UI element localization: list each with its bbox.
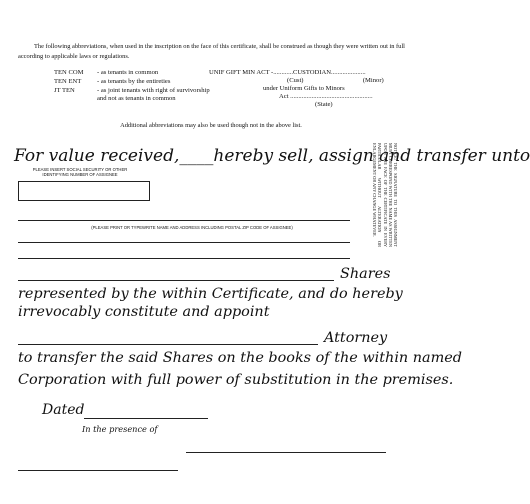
signature-line[interactable]: [186, 452, 386, 453]
unif-gift-label: (State): [315, 101, 333, 108]
assignee-address-line[interactable]: [18, 258, 350, 259]
unif-gift-line: under Uniform Gifts to Minors: [263, 85, 345, 92]
signature-notice: NOTICE: THE SIGNATURE TO THIS ASSIGNMENT MUST CORRESPOND WITH THE NAME AS WRITTEN UPON THE FACE OF THE CERTIFICATE IN EVERY PARTICULAR WITHOUT ALTERATION OR ENLARGEMENT OR ANY CHANGE WHATEVER.: [372, 143, 398, 247]
abbr-code: TEN COM: [54, 69, 84, 76]
shares-count-line[interactable]: [18, 280, 334, 281]
intro-paragraph: The following abbreviations, when used in the inscription on the face of this certificate, shall be construed as though they were written out in full according to applicable laws or regulations.: [18, 43, 405, 60]
witness-line[interactable]: [18, 470, 178, 471]
transfer-line-1: to transfer the said Shares on the books of the within named: [18, 350, 462, 366]
unif-gift-line: UNIF GIFT MIN ACT -............CUSTODIAN.....................: [209, 69, 366, 76]
assignee-name-line[interactable]: [18, 220, 350, 221]
additional-abbreviations-note: Additional abbreviations may also be used though not in the above list.: [120, 122, 302, 129]
date-line[interactable]: [84, 418, 208, 419]
name-address-instruction: (PLEASE PRINT OR TYPEWRITE NAME AND ADDRESS INCLUDING POSTAL ZIP CODE OF ASSIGNEE): [91, 225, 293, 230]
dated-label: Dated: [42, 402, 85, 418]
ssn-label: PLEASE INSERT SOCIAL SECURITY OR OTHER IDENTIFYING NUMBER OF ASSIGNEE: [32, 167, 128, 177]
unif-gift-block: [209, 69, 409, 109]
assignee-address-line[interactable]: [18, 242, 350, 243]
transfer-headline: For value received,____hereby sell, assign and transfer unto: [14, 146, 530, 166]
transfer-line-2: Corporation with full power of substitution in the premises.: [18, 372, 454, 388]
abbr-meaning: - as tenants in common: [97, 69, 159, 76]
ssn-input-box[interactable]: [18, 181, 150, 201]
attorney-name-line[interactable]: [18, 344, 318, 345]
represented-line-1: represented by the within Certificate, and do hereby: [18, 286, 403, 302]
attorney-label: Attorney: [324, 330, 388, 346]
shares-label: Shares: [340, 266, 391, 282]
abbr-code: JT TEN: [54, 87, 75, 94]
unif-gift-line: Act ..................................................: [279, 93, 373, 100]
presence-label: In the presence of: [82, 424, 158, 434]
represented-line-2: irrevocably constitute and appoint: [18, 304, 270, 320]
abbr-meaning: - as joint tenants with right of survivorship and not as tenants in common: [97, 87, 210, 102]
abbr-meaning: - as tenants by the entireties: [97, 78, 171, 85]
abbr-code: TEN ENT: [54, 78, 82, 85]
unif-gift-labels: (Cust) (Minor): [287, 77, 384, 84]
